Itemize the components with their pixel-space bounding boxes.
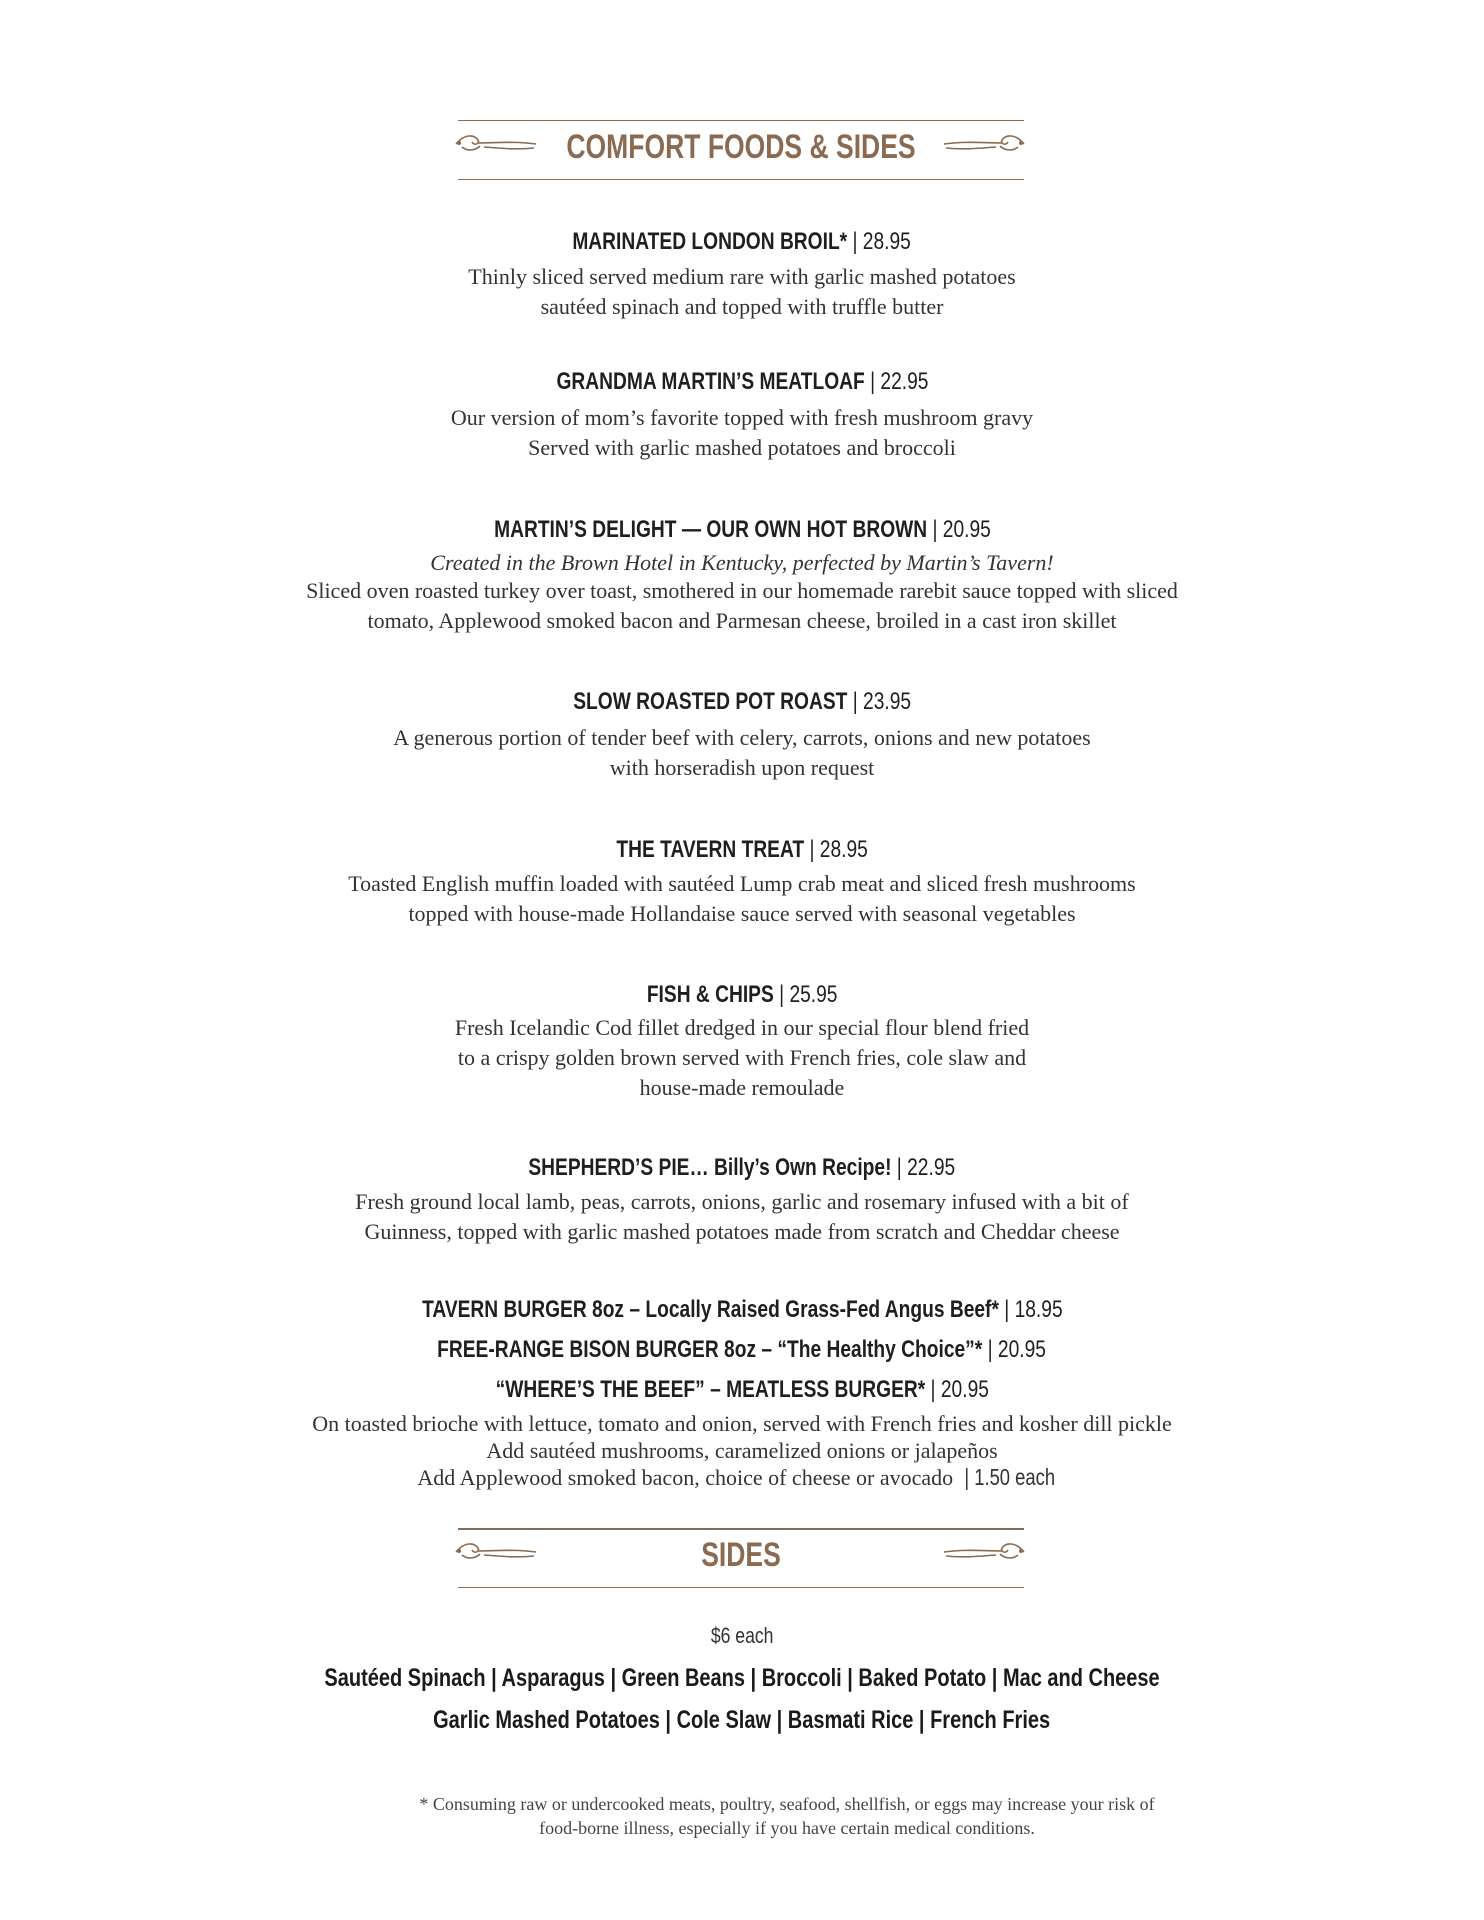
- desc-line: Fresh ground local lamb, peas, carrots, onions, garlic and rosemary infused with a bit of: [355, 1189, 1129, 1214]
- item-name: TAVERN BURGER 8oz – Locally Raised Grass-Fed Angus Beef*: [421, 1296, 999, 1323]
- item-name: GRANDMA MARTIN’S MEATLOAF: [556, 368, 865, 395]
- item-desc-london-broil: [0, 262, 1484, 322]
- item-name: SLOW ROASTED POT ROAST: [573, 688, 848, 715]
- item-title-fish-chips: [0, 981, 1484, 1009]
- desc-line: with horseradish upon request: [609, 755, 875, 780]
- item-title-meatless-burger: [0, 1376, 1484, 1404]
- sides-list-line-2: [0, 1706, 1484, 1735]
- desc-line: Our version of mom’s favorite topped with fresh mushroom gravy: [450, 405, 1034, 430]
- desc-line: Fresh Icelandic Cod fillet dredged in our special flour blend fried: [454, 1015, 1030, 1040]
- desc-line: A generous portion of tender beef with celery, carrots, onions and new potatoes: [393, 725, 1091, 750]
- item-title-bison-burger: [0, 1336, 1484, 1364]
- item-desc-pot-roast: [0, 723, 1484, 783]
- addon-text: Add Applewood smoked bacon, choice of cheese or avocado: [417, 1465, 954, 1490]
- item-price: | 23.95: [847, 688, 911, 715]
- item-name: MARINATED LONDON BROIL*: [572, 228, 848, 255]
- item-price: | 25.95: [773, 981, 838, 1008]
- desc-line: On toasted brioche with lettuce, tomato and onion, served with French fries and kosher dill pickle: [312, 1411, 1172, 1436]
- desc-line: topped with house-made Hollandaise sauce served with seasonal vegetables: [408, 901, 1076, 926]
- item-price: | 18.95: [998, 1296, 1063, 1323]
- item-title-shepherds-pie: [0, 1154, 1484, 1182]
- item-name: SHEPHERD’S PIE… Billy’s Own Recipe!: [528, 1154, 892, 1181]
- sides-price-text: $6 each: [710, 1623, 774, 1648]
- desc-line: Served with garlic mashed potatoes and broccoli: [528, 435, 956, 460]
- item-price: | 28.95: [847, 228, 912, 255]
- item-price: | 20.95: [924, 1376, 989, 1403]
- flourish-ornament-right-icon: [940, 1538, 1026, 1564]
- item-desc-shepherds-pie: [0, 1187, 1484, 1247]
- item-title-hot-brown: [0, 516, 1484, 544]
- item-price: | 22.95: [891, 1154, 956, 1181]
- desc-line: tomato, Applewood smoked bacon and Parmesan cheese, broiled in a cast iron skillet: [367, 608, 1117, 633]
- sides-price-note: [0, 1623, 1484, 1649]
- item-name: THE TAVERN TREAT: [616, 836, 804, 863]
- item-title-london-broil: [0, 228, 1484, 256]
- item-price: | 20.95: [982, 1336, 1047, 1363]
- desc-line: Guinness, topped with garlic mashed potatoes made from scratch and Cheddar cheese: [364, 1219, 1120, 1244]
- section-title-comfort-foods: COMFORT FOODS & SIDES: [566, 128, 916, 166]
- section-header-sides: [458, 1528, 1024, 1588]
- header-rule-top: [458, 1528, 1024, 1530]
- flourish-ornament-right-icon: [940, 130, 1026, 156]
- item-title-meatloaf: [0, 368, 1484, 396]
- desc-line: Toasted English muffin loaded with sautéed Lump crab meat and sliced fresh mushrooms: [348, 871, 1136, 896]
- desc-line: sautéed spinach and topped with truffle butter: [540, 294, 944, 319]
- section-header-comfort-foods: [458, 120, 1024, 180]
- item-desc-burgers: [0, 1410, 1484, 1491]
- item-price: | 22.95: [864, 368, 928, 395]
- header-rule-bottom: [458, 1587, 1024, 1588]
- item-name: FREE-RANGE BISON BURGER 8oz – “The Healthy Choice”*: [437, 1336, 983, 1363]
- addon-price: | 1.50 each: [964, 1464, 1056, 1490]
- item-desc-hot-brown: [0, 576, 1484, 636]
- item-price: | 20.95: [926, 516, 991, 543]
- desc-line: house-made remoulade: [639, 1075, 845, 1100]
- sides-list-text: Garlic Mashed Potatoes | Cole Slaw | Basmati Rice | French Fries: [433, 1706, 1051, 1734]
- footnote-line: food-borne illness, especially if you have certain medical conditions.: [539, 1818, 1035, 1838]
- desc-line: Sliced oven roasted turkey over toast, smothered in our homemade rarebit sauce topped with sliced: [306, 578, 1178, 603]
- desc-line: Thinly sliced served medium rare with garlic mashed potatoes: [468, 264, 1016, 289]
- footnote-line: * Consuming raw or undercooked meats, poultry, seafood, shellfish, or eggs may increase your risk of: [419, 1794, 1155, 1814]
- item-name: MARTIN’S DELIGHT — OUR OWN HOT BROWN: [493, 516, 927, 543]
- item-title-tavern-treat: [0, 836, 1484, 864]
- sides-list-line-1: [0, 1664, 1484, 1693]
- item-subtitle-hot-brown: Created in the Brown Hotel in Kentucky, perfected by Martin’s Tavern!: [430, 550, 1054, 575]
- section-title-sides: SIDES: [701, 1536, 781, 1574]
- item-price: | 28.95: [803, 836, 868, 863]
- desc-line: to a crispy golden brown served with French fries, cole slaw and: [457, 1045, 1027, 1070]
- item-title-tavern-burger: [0, 1296, 1484, 1324]
- consumption-warning-footnote: [0, 1792, 1484, 1840]
- desc-line: Add sautéed mushrooms, caramelized onions or jalapeños: [486, 1438, 998, 1463]
- item-name: FISH & CHIPS: [646, 981, 774, 1008]
- item-desc-tavern-treat: [0, 869, 1484, 929]
- item-title-pot-roast: [0, 688, 1484, 716]
- header-rule-bottom: [458, 179, 1024, 180]
- item-name: “WHERE’S THE BEEF” – MEATLESS BURGER*: [495, 1376, 925, 1403]
- desc-line-addon: [0, 1464, 1484, 1491]
- header-rule-top: [458, 120, 1024, 121]
- item-desc-meatloaf: [0, 403, 1484, 463]
- sides-list-text: Sautéed Spinach | Asparagus | Green Beans | Broccoli | Baked Potato | Mac and Cheese: [324, 1664, 1160, 1692]
- item-desc-fish-chips: [0, 1013, 1484, 1103]
